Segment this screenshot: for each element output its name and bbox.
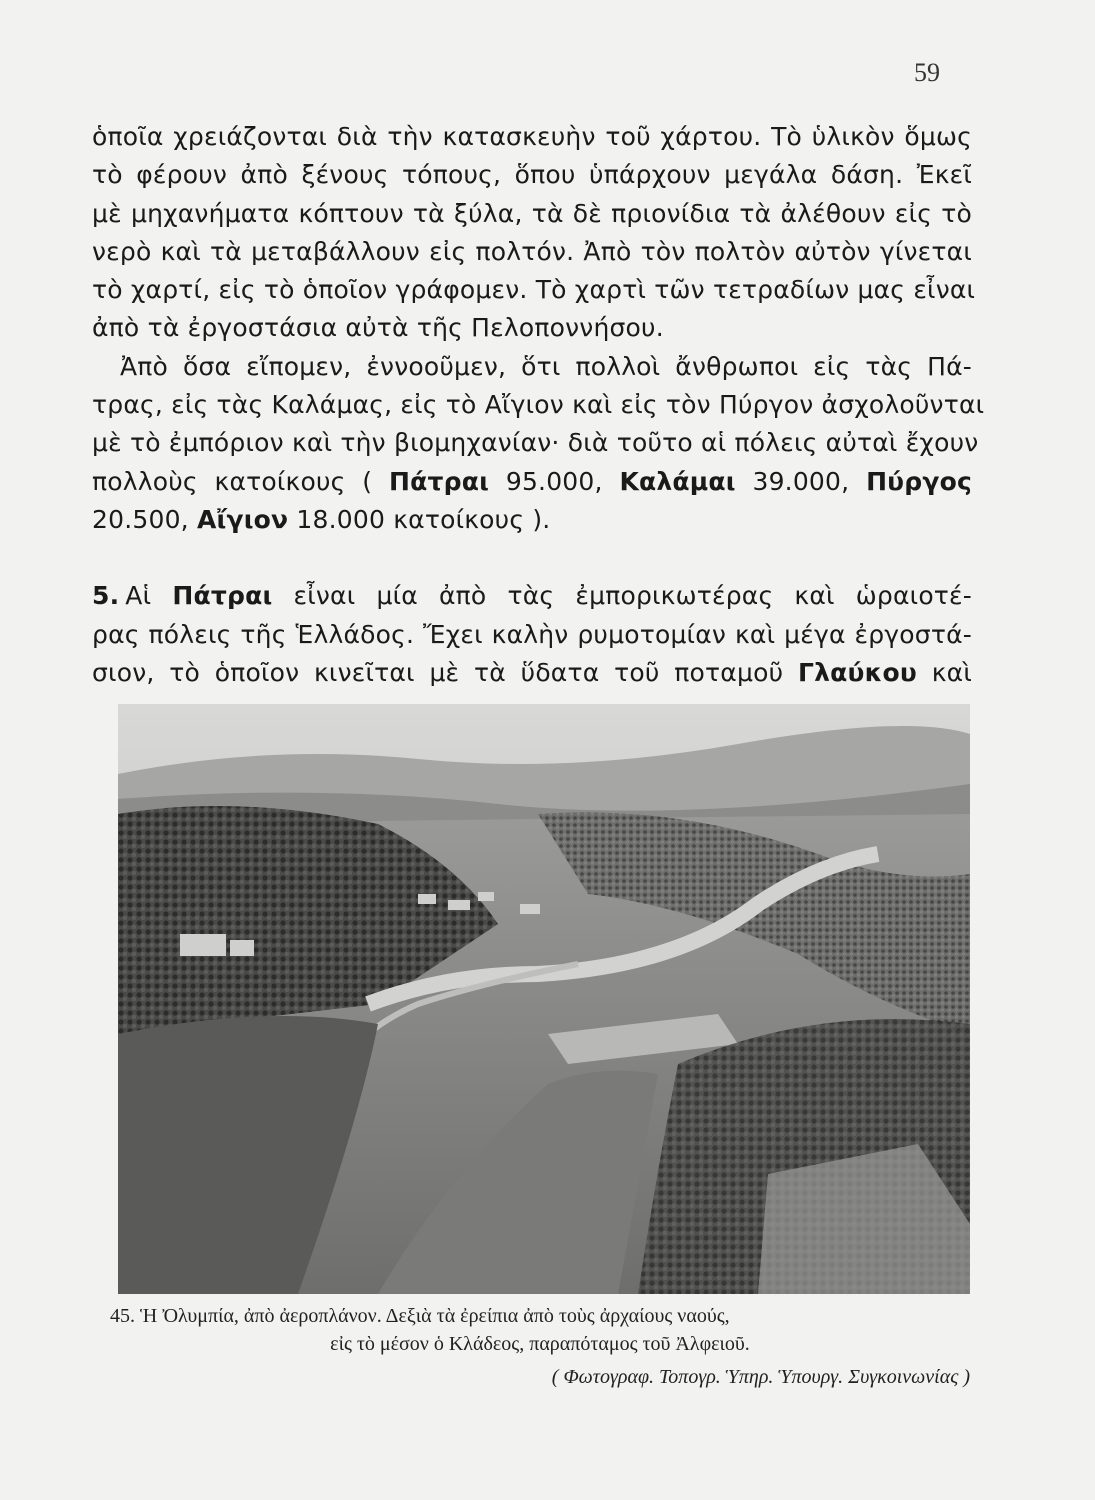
text-line: ὁποῖα χρειάζονται διὰ τὴν κατασκευὴν τοῦ χάρτου. Τὸ ὑλικὸν ὅμως: [92, 122, 972, 151]
text-run: πολλοὺς κατοίκους (: [92, 466, 389, 496]
population-line: [92, 463, 972, 501]
text-line: μὲ μηχανήματα κόπτουν τὰ ξύλα, τὰ δὲ πριονίδια τὰ ἀλέθουν εἰς τὸ: [92, 198, 972, 228]
text-line: νερὸ καὶ τὰ μεταβάλλουν εἰς πολτόν. Ἀπὸ τὸν πολτὸν αὐτὸν γίνεται: [92, 236, 972, 266]
photo-illustration: [118, 704, 970, 1294]
city-patras: Πάτραι: [389, 466, 490, 496]
text-line: ἀπὸ τὰ ἐργοστάσια αὐτὰ τῆς Πελοποννήσου.: [92, 313, 664, 343]
body-text: [92, 118, 985, 692]
photo-credit: ( Φωτογραφ. Τοπογρ. Ὑπηρ. Ὑπουργ. Συγκοινωνίας ): [551, 1366, 970, 1388]
text-run: 39.000,: [735, 466, 867, 496]
text-line: Ἀπὸ ὅσα εἴπομεν, ἐννοοῦμεν, ὅτι πολλοὶ ἄνθρωποι εἰς τὰς Πά-: [120, 351, 972, 381]
text-run: εἶναι μία ἀπὸ τὰς ἐμπορικωτέρας καὶ ὡραιοτέ-: [272, 581, 972, 611]
page-number: 59: [914, 58, 940, 87]
text-line: ρας πόλεις τῆς Ἑλλάδος. Ἔχει καλὴν ρυμοτομίαν καὶ μέγα ἐργοστά-: [92, 619, 972, 649]
text-run: 18.000 κατοίκους ).: [288, 504, 551, 534]
caption-line: 45. Ἡ Ὀλυμπία, ἀπὸ ἀεροπλάνον. Δεξιὰ τὰ ἐρείπια ἀπὸ τοὺς ἀρχαίους ναούς,: [110, 1305, 730, 1327]
text-line: [92, 654, 972, 692]
text-run: Αἱ: [125, 581, 173, 611]
text-run: 20.500,: [92, 504, 197, 534]
text-line: τὸ φέρουν ἀπὸ ξένους τόπους, ὅπου ὑπάρχουν μεγάλα δάση. Ἐκεῖ: [92, 160, 972, 190]
city-aigion: Αἴγιον: [196, 504, 289, 534]
text-run: 95.000,: [489, 466, 620, 496]
city-kalamai: Καλάμαι: [619, 466, 736, 496]
population-line: [92, 501, 972, 539]
text-line: τὸ χαρτί, εἰς τὸ ὁποῖον γράφομεν. Τὸ χαρτὶ τῶν τετραδίων μας εἶναι: [92, 275, 976, 305]
aerial-photo-olympia: [118, 704, 970, 1294]
city-pyrgos: Πύργος: [866, 466, 972, 496]
section-number: 5.: [92, 581, 120, 611]
city-patras: Πάτραι: [172, 581, 273, 611]
paragraph-gap: [92, 539, 972, 577]
text-line: μὲ τὸ ἐμπόριον καὶ τὴν βιομηχανίαν· διὰ τοῦτο αἱ πόλεις αὐταὶ ἔχουν: [92, 428, 979, 458]
text-line: τρας, εἰς τὰς Καλάμας, εἰς τὸ Αἴγιον καὶ εἰς τὸν Πύργον ἀσχολοῦνται: [92, 390, 985, 420]
photo-caption: [110, 1302, 970, 1392]
text-run: καὶ: [917, 657, 972, 687]
caption-line: εἰς τὸ μέσον ὁ Κλάδεος, παραπόταμος τοῦ Ἀλφειοῦ.: [330, 1333, 750, 1355]
section-heading-line: [92, 577, 972, 615]
text-run: σιον, τὸ ὁποῖον κινεῖται μὲ τὰ ὕδατα τοῦ ποταμοῦ: [92, 657, 798, 687]
river-glaukos: Γλαύκου: [797, 657, 917, 687]
